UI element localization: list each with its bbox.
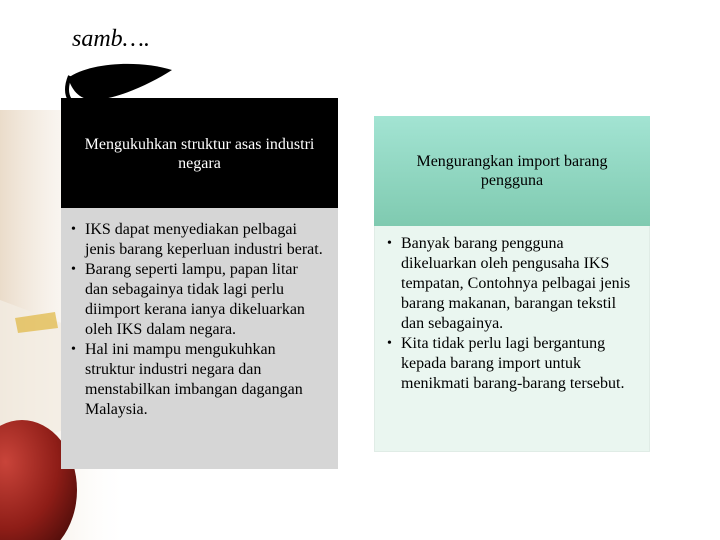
left-card xyxy=(61,98,338,469)
left-card-heading: Mengukuhkan struktur asas industri negara xyxy=(61,98,338,208)
left-bullet-2: • Barang seperti lampu, papan litar dan sebagainya tidak lagi perlu diimport kerana ianya dikeluarkan oleh IKS dalam negara. xyxy=(71,260,324,340)
left-bullet-3: • Hal ini mampu mengukuhkan struktur industri negara dan menstabilkan imbangan dagangan Malaysia. xyxy=(71,340,324,420)
right-bullet-2: • Kita tidak perlu lagi bergantung kepada barang import untuk menikmati barang-barang tersebut. xyxy=(387,334,635,394)
leaf-icon xyxy=(68,64,172,100)
right-card-body xyxy=(374,226,650,452)
left-card-body xyxy=(61,208,338,469)
right-bullet-list xyxy=(387,234,635,394)
right-bullet-1: • Banyak barang pengguna dikeluarkan oleh pengusaha IKS tempatan, Contohnya pelbagai jenis barang makanan, barangan tekstil dan sebagainya. xyxy=(387,234,635,334)
left-bullet-1: • IKS dapat menyediakan pelbagai jenis barang keperluan industri berat. xyxy=(71,220,324,260)
right-card-heading: Mengurangkan import barang pengguna xyxy=(374,116,650,226)
left-bullet-list xyxy=(71,220,324,420)
slide-title: samb…. xyxy=(72,26,151,52)
stem-icon xyxy=(67,76,70,100)
right-card xyxy=(374,116,650,452)
